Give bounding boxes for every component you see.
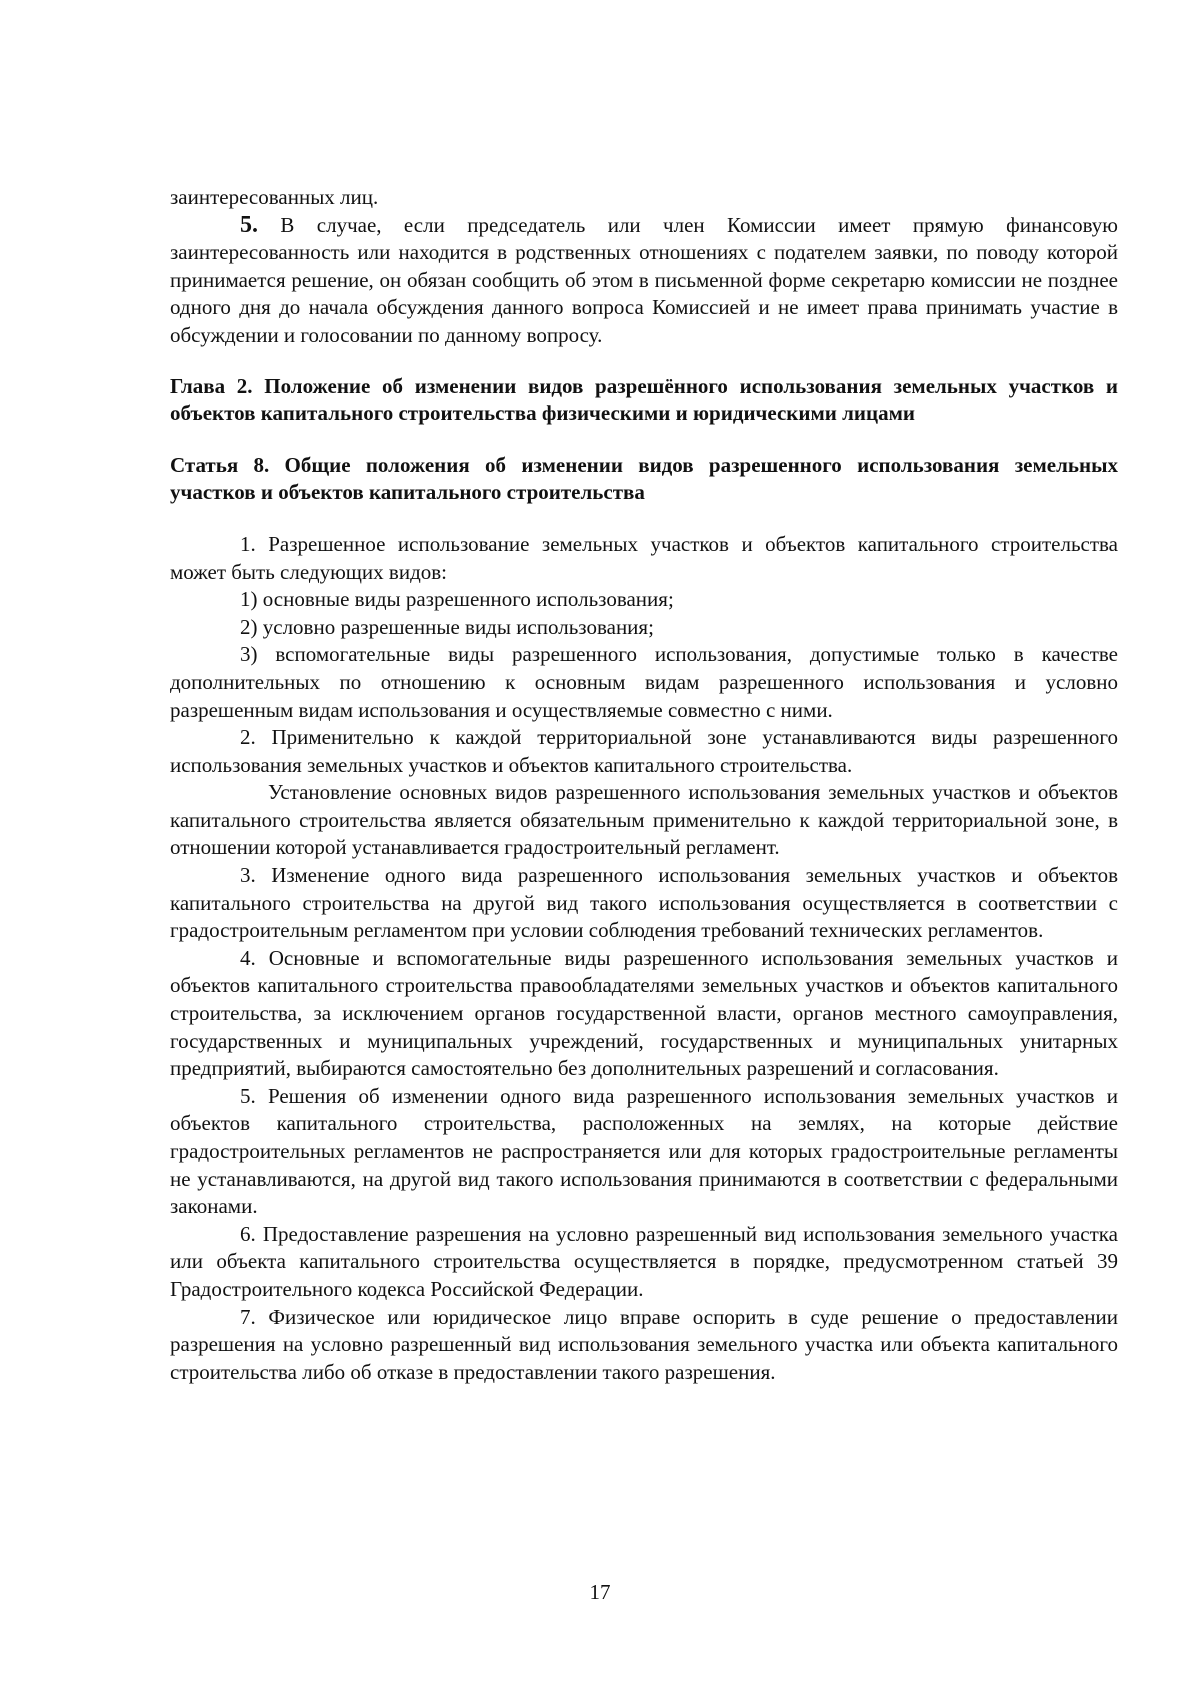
- paragraph-7: 7. Физическое или юридическое лицо вправе оспорить в суде решение о предоставлении разрешения на условно разрешенный вид использования земельного участка или объекта капитального строительства либо об отказе в предоставлении такого разрешения.: [170, 1304, 1118, 1384]
- article-heading: Статья 8. Общие положения об изменении видов разрешенного использования земельных участков и объектов капитального строительства: [170, 452, 1118, 505]
- list-item-3: 3) вспомогательные виды разрешенного использования, допустимые только в качестве дополнительных по отношению к основным видам разрешенного использования и условно разрешенным видам использования и осуществляемые совместно с ними.: [170, 642, 1118, 722]
- item-5-number: 5.: [240, 211, 258, 238]
- paragraph-2-continuation: Установление основных видов разрешенного использования земельных участков и объектов капитального строительства является обязательным применительно к каждой территориальной зоне, в отношении которой устанавливается градостроительный регламент.: [170, 780, 1118, 860]
- document-page: [170, 184, 1118, 1386]
- paragraph-1: 1. Разрешенное использование земельных участков и объектов капитального строительства может быть следующих видов:: [170, 531, 1118, 584]
- paragraph-5: 5. Решения об изменении одного вида разрешенного использования земельных участков и объектов капитального строительства, расположенных на землях, на которые действие градостроительных регламентов не распространяется или для которых градостроительные регламенты не устанавливаются, на другой вид такого использования принимаются в соответствии с федеральными законами.: [170, 1083, 1118, 1219]
- page-number: 17: [589, 1580, 611, 1604]
- paragraph-6: 6. Предоставление разрешения на условно разрешенный вид использования земельного участка или объекта капитального строительства осуществляется в порядке, предусмотренном статьей 39 Градостроительного кодекса Российской Федерации.: [170, 1221, 1118, 1301]
- paragraph-4: 4. Основные и вспомогательные виды разрешенного использования земельных участков и объектов капитального строительства правообладателями земельных участков и объектов капитального строительства, за исключением органов государственной власти, органов местного самоуправления, государственных и муниципальных учреждений, государственных и муниципальных унитарных предприятий, выбираются самостоятельно без дополнительных разрешений и согласования.: [170, 945, 1118, 1081]
- paragraph-2: 2. Применительно к каждой территориальной зоне устанавливаются виды разрешенного использования земельных участков и объектов капитального строительства.: [170, 725, 1118, 777]
- paragraph-3: 3. Изменение одного вида разрешенного использования земельных участков и объектов капитального строительства на другой вид такого использования осуществляется в соответствии с градостроительным регламентом при условии соблюдения требований технических регламентов.: [170, 863, 1118, 943]
- item-5-text: В случае, если председатель или член Комиссии имеет прямую финансовую заинтересованность или находится в родственных отношениях с подателем заявки, по поводу которой принимается решение, он обязан сообщить об этом в письменной форме секретарю комиссии не позднее одного дня до начала обсуждения данного вопроса Комиссией и не имеет права принимать участие в обсуждении и голосовании по данному вопросу.: [170, 212, 1118, 347]
- continuation-text: заинтересованных лиц.: [170, 185, 379, 209]
- list-item-2: 2) условно разрешенные виды использования;: [240, 614, 654, 639]
- item-5-paragraph: [170, 212, 1118, 350]
- list-item-1: 1) основные виды разрешенного использования;: [240, 587, 674, 612]
- chapter-heading: Глава 2. Положение об изменении видов разрешённого использования земельных участков и объектов капитального строительства физическими и юридическими лицами: [170, 373, 1118, 426]
